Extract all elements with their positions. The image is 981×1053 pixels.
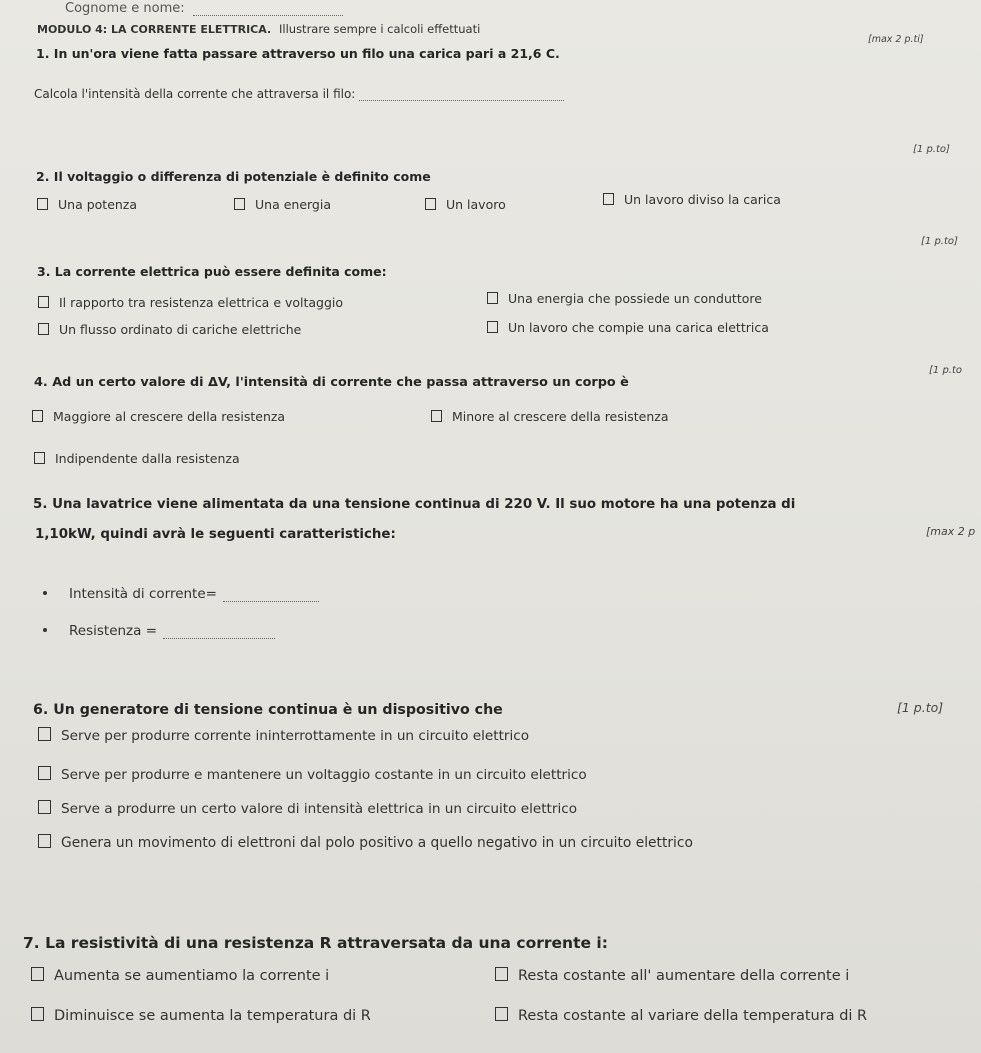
q5-points: [max 2 p xyxy=(926,525,976,538)
checkbox[interactable] xyxy=(31,1007,44,1021)
checkbox[interactable] xyxy=(431,410,442,422)
checkbox[interactable] xyxy=(425,198,436,210)
q3-points: [1 p.to] xyxy=(921,236,958,247)
checkbox[interactable] xyxy=(34,452,45,464)
bullet-dot xyxy=(43,591,47,595)
q2-option[interactable]: Una energia xyxy=(234,197,331,212)
q7-option[interactable]: Resta costante all' aumentare della corrente i xyxy=(495,967,849,984)
q3-option[interactable]: Un flusso ordinato di cariche elettriche xyxy=(38,322,301,337)
checkbox[interactable] xyxy=(31,967,44,981)
q6-option[interactable]: Serve a produrre un certo valore di intensità elettrica in un circuito elettrico xyxy=(38,800,577,817)
name-label: Cognome e nome: xyxy=(65,1,185,16)
q4-option[interactable]: Maggiore al crescere della resistenza xyxy=(32,409,285,424)
checkbox[interactable] xyxy=(38,766,51,780)
checkbox[interactable] xyxy=(38,323,49,335)
q4-option[interactable]: Minore al crescere della resistenza xyxy=(431,409,669,424)
module-instructions: Illustrare sempre i calcoli effettuati xyxy=(279,22,481,36)
checkbox[interactable] xyxy=(32,410,43,422)
name-field xyxy=(65,1,343,16)
q1-text: 1. In un'ora viene fatta passare attraverso un filo una carica pari a 21,6 C. xyxy=(36,46,560,61)
checkbox[interactable] xyxy=(37,198,48,210)
checkbox[interactable] xyxy=(38,834,51,848)
q3-text: 3. La corrente elettrica può essere definita come: xyxy=(37,264,387,279)
checkbox[interactable] xyxy=(487,292,498,304)
q5-resistance-answer-line[interactable] xyxy=(163,638,275,639)
q5-text: 5. Una lavatrice viene alimentata da una tensione continua di 220 V. Il suo motore ha una potenza di xyxy=(33,497,796,512)
q3-option[interactable]: Un lavoro che compie una carica elettrica xyxy=(487,320,769,335)
q4-points: [1 p.to xyxy=(929,365,963,376)
q1-answer-line[interactable] xyxy=(359,100,564,101)
q4-text: 4. Ad un certo valore di ΔV, l'intensità di corrente che passa attraverso un corpo è xyxy=(34,375,629,390)
q6-text: 6. Un generatore di tensione continua è un dispositivo che xyxy=(33,702,503,718)
q7-option[interactable]: Resta costante al variare della temperatura di R xyxy=(495,1007,867,1024)
checkbox[interactable] xyxy=(38,800,51,814)
module-title: MODULO 4: LA CORRENTE ELETTRICA. xyxy=(37,23,272,36)
q1-points: [max 2 p.ti] xyxy=(868,34,924,45)
q2-option[interactable]: Una potenza xyxy=(37,197,137,212)
q6-points: [1 p.to] xyxy=(897,700,944,715)
checkbox[interactable] xyxy=(234,198,245,210)
q3-option[interactable]: Una energia che possiede un conduttore xyxy=(487,291,762,306)
q4-option[interactable]: Indipendente dalla resistenza xyxy=(34,451,240,466)
q2-text: 2. Il voltaggio o differenza di potenziale è definito come xyxy=(36,169,431,184)
q5-current-answer-line[interactable] xyxy=(223,601,319,602)
q6-option[interactable]: Genera un movimento di elettroni dal polo positivo a quello negativo in un circuito elettrico xyxy=(38,834,693,851)
q5-text-cont: 1,10kW, quindi avrà le seguenti caratteristiche: xyxy=(35,527,396,542)
checkbox[interactable] xyxy=(38,727,51,741)
q7-text: 7. La resistività di una resistenza R attraversata da una corrente i: xyxy=(23,934,608,952)
q7-option[interactable]: Diminuisce se aumenta la temperatura di R xyxy=(31,1007,371,1024)
checkbox[interactable] xyxy=(38,296,49,308)
bullet-dot xyxy=(43,628,47,632)
module-heading xyxy=(37,22,480,36)
checkbox[interactable] xyxy=(487,321,498,333)
q3-option[interactable]: Il rapporto tra resistenza elettrica e voltaggio xyxy=(38,295,343,310)
q6-option[interactable]: Serve per produrre e mantenere un voltaggio costante in un circuito elettrico xyxy=(38,766,587,783)
q2-option[interactable]: Un lavoro diviso la carica xyxy=(603,192,781,207)
q6-option[interactable]: Serve per produrre corrente ininterrottamente in un circuito elettrico xyxy=(38,727,529,744)
q2-option[interactable]: Un lavoro xyxy=(425,197,506,212)
q7-option[interactable]: Aumenta se aumentiamo la corrente i xyxy=(31,967,329,984)
checkbox[interactable] xyxy=(603,193,614,205)
q5-bullet-resistance: Resistenza = xyxy=(43,623,275,639)
q1-sub-text: Calcola l'intensità della corrente che attraversa il filo: xyxy=(34,87,356,101)
name-answer-line xyxy=(193,15,343,16)
q1-subprompt xyxy=(34,87,564,101)
checkbox[interactable] xyxy=(495,967,508,981)
checkbox[interactable] xyxy=(495,1007,508,1021)
q5-bullet-current: Intensità di corrente= xyxy=(43,586,319,602)
q2-points: [1 p.to] xyxy=(913,144,950,155)
